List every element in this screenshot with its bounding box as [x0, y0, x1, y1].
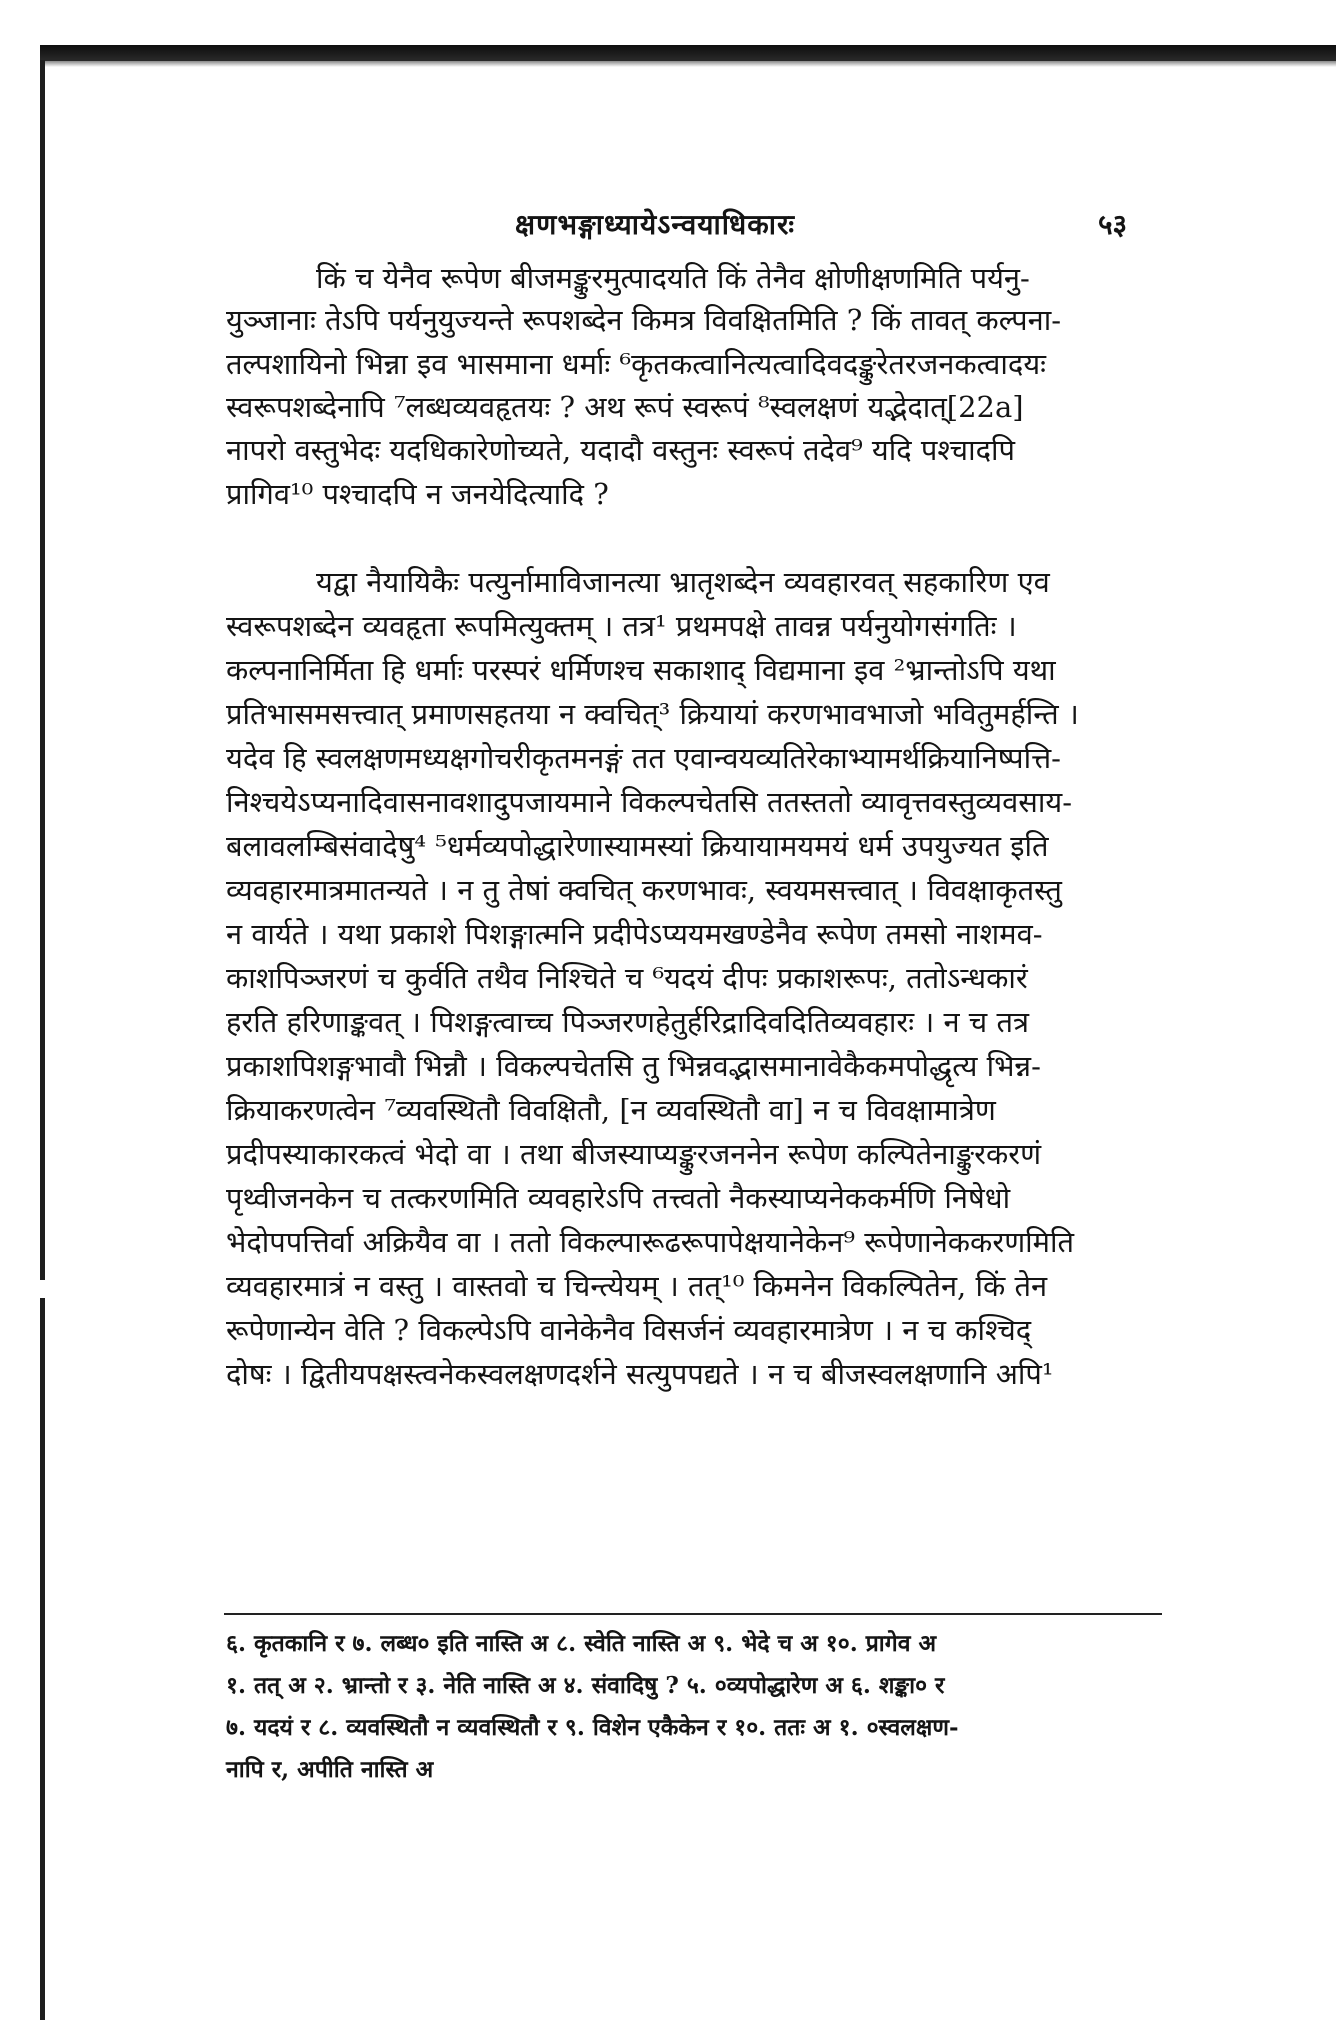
- left-border-gap: [38, 1280, 47, 1298]
- left-border-rule: [40, 60, 45, 2020]
- text-line: प्रदीपस्याकारकत्वं भेदो वा । तथा बीजस्याप्यङ्कुरजननेन रूपेण कल्पितेनाङ्कुरकरणं: [226, 1137, 1042, 1171]
- text-line: दोषः । द्वितीयपक्षस्त्वनेकस्वलक्षणदर्शने सत्युपपद्यते । न च बीजस्वलक्षणानि अपि¹: [226, 1357, 1054, 1391]
- text-line: रूपेणान्येन वेति ? विकल्पेऽपि वानेकेनैव विसर्जनं व्यवहारमात्रेण । न च कश्चिद्: [226, 1313, 1032, 1347]
- text-line: स्वरूपशब्देनापि ⁷लब्धव्यवहृतयः ? अथ रूपं स्वरूपं ⁸स्वलक्षणं यद्भेदात्[22a]: [226, 390, 1024, 424]
- footnote-separator: [224, 1613, 1162, 1615]
- text-line: प्रकाशपिशङ्गभावौ भिन्नौ । विकल्पचेतसि तु भिन्नवद्भासमानावेकैकमपोद्धृत्य भिन्न-: [226, 1049, 1041, 1083]
- page-number: ५३: [1098, 208, 1128, 241]
- text-line: व्यवहारमात्रं न वस्तु । वास्तवो च चिन्त्येयम् । तत्¹⁰ किमनेन विकल्पितेन, किं तेन: [226, 1269, 1048, 1303]
- footnote-line: १. तत् अ २. भ्रान्तो र ३. नेति नास्ति अ ४. संवादिषु ? ५. ०व्यपोद्धारेण अ ६. शङ्का० र: [226, 1672, 945, 1699]
- text-line: व्यवहारमात्रमातन्यते । न तु तेषां क्वचित् करणभावः, स्वयमसत्त्वात् । विवक्षाकृतस्तु: [226, 873, 1062, 907]
- footnote-line: नापि र, अपीति नास्ति अ: [226, 1756, 434, 1783]
- footnote-line: ६. कृतकानि र ७. लब्ध० इति नास्ति अ ८. स्वेति नास्ति अ ९. भेदे च अ १०. प्रागेव अ: [226, 1630, 937, 1657]
- text-line: यद्वा नैयायिकैः पत्युर्नामाविजानत्या भ्रातृशब्देन व्यवहारवत् सहकारिण एव: [316, 565, 1050, 599]
- top-border-rule: [40, 45, 1336, 61]
- top-border-shadow: [40, 61, 1336, 67]
- text-line: निश्चयेऽप्यनादिवासनावशादुपजायमाने विकल्पचेतसि ततस्ततो व्यावृत्तवस्तुव्यवसाय-: [226, 785, 1073, 819]
- text-line: काशपिञ्जरणं च कुर्वति तथैव निश्चिते च ⁶यदयं दीपः प्रकाशरूपः, ततोऽन्धकारं: [226, 961, 1028, 995]
- text-line: नापरो वस्तुभेदः यदधिकारेणोच्यते, यदादौ वस्तुनः स्वरूपं तदेव⁹ यदि पश्चादपि: [226, 433, 1015, 467]
- text-line: किं च येनैव रूपेण बीजमङ्कुरमुत्पादयति किं तेनैव क्षोणीक्षणमिति पर्यनु-: [316, 261, 1030, 295]
- text-line: बलावलम्बिसंवादेषु⁴ ⁵धर्मव्यपोद्धारेणास्यामस्यां क्रियायामयमयं धर्म उपयुज्यत इति: [226, 829, 1049, 863]
- text-line: न वार्यते । यथा प्रकाशे पिशङ्गात्मनि प्रदीपेऽप्ययमखण्डेनैव रूपेण तमसो नाशमव-: [226, 917, 1043, 951]
- text-line: युञ्जानाः तेऽपि पर्यनुयुज्यन्ते रूपशब्देन किमत्र विवक्षितमिति ? किं तावत् कल्पना-: [226, 303, 1062, 337]
- text-line: तल्पशायिनो भिन्ना इव भासमाना धर्माः ⁶कृतकत्वानित्यत्वादिवदङ्कुरेतरजनकत्वादयः: [226, 347, 1047, 381]
- text-line: पृथ्वीजनकेन च तत्करणमिति व्यवहारेऽपि तत्त्वतो नैकस्याप्यनेककर्मणि निषेधो: [226, 1181, 1011, 1215]
- footnote-line: ७. यदयं र ८. व्यवस्थितौ न व्यवस्थितौ र ९. विशेन एकैकेन र १०. ततः अ १. ०स्वलक्षण-: [226, 1714, 959, 1741]
- text-line: हरति हरिणाङ्कवत् । पिशङ्गत्वाच्च पिञ्जरणहेतुर्हरिद्रादिवदितिव्यवहारः । न च तत्र: [226, 1005, 1029, 1039]
- text-line: भेदोपपत्तिर्वा अक्रियैव वा । ततो विकल्पारूढरूपापेक्षयानेकेन⁹ रूपेणानेककरणमिति: [226, 1225, 1075, 1259]
- running-head: क्षणभङ्गाध्यायेऽन्वयाधिकारः: [515, 208, 796, 241]
- text-line: प्रागिव¹⁰ पश्चादपि न जनयेदित्यादि ?: [226, 477, 609, 511]
- text-line: कल्पनानिर्मिता हि धर्माः परस्परं धर्मिणश्च सकाशाद् विद्यमाना इव ²भ्रान्तोऽपि यथा: [226, 653, 1056, 687]
- text-line: स्वरूपशब्देन व्यवहृता रूपमित्युक्तम् । तत्र¹ प्रथमपक्षे तावन्न पर्यनुयोगसंगतिः ।: [226, 609, 1017, 643]
- text-line: प्रतिभासमसत्त्वात् प्रमाणसहतया न क्वचित्³ क्रियायां करणभावभाजो भवितुमर्हन्ति ।: [226, 697, 1079, 731]
- text-line: क्रियाकरणत्वेन ⁷व्यवस्थितौ विवक्षितौ, [न व्यवस्थितौ वा] न च विवक्षामात्रेण: [226, 1093, 996, 1127]
- text-line: यदेव हि स्वलक्षणमध्यक्षगोचरीकृतमनङ्गं तत एवान्वयव्यतिरेकाभ्यामर्थक्रियानिष्पत्ति-: [226, 741, 1061, 775]
